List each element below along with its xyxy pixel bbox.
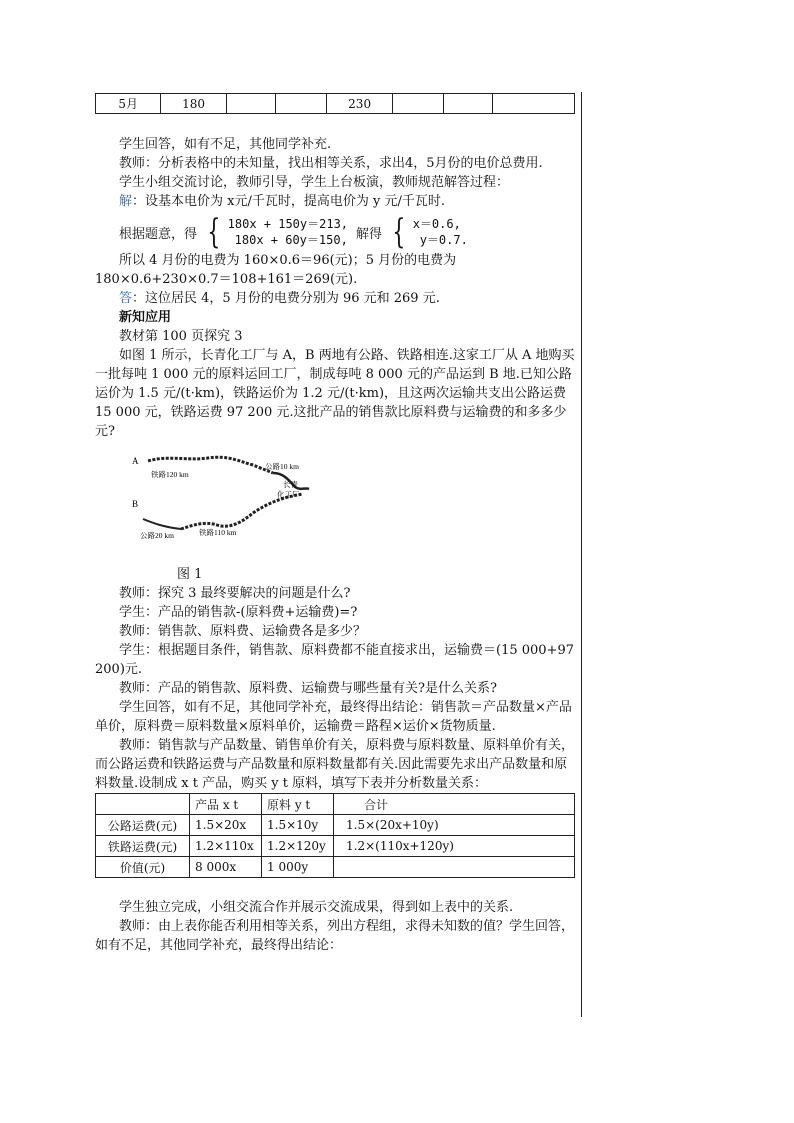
paragraph: 学生独立完成，小组交流合作并展示交流成果，得到如上表中的关系. xyxy=(119,900,514,915)
dialogue-line: 教师：产品的销售款、原料费、运输费与哪些量有关?是什么关系? xyxy=(119,681,497,696)
table-row xyxy=(96,836,575,857)
map-label-factory-2: 化工厂 xyxy=(277,490,300,499)
paragraph: 学生回答，如有不足，其他同学补充. xyxy=(119,137,332,152)
table-cell: 公路运费(元) xyxy=(96,815,190,836)
equations xyxy=(228,216,348,248)
table-cell xyxy=(226,94,275,114)
dialogue-line: 教师：销售款、原料费、运输费各是多少？ xyxy=(119,624,367,639)
answer-text: ：这位居民 4，5 月份的电费分别为 96 元和 269 元. xyxy=(132,291,440,306)
equation-system xyxy=(119,212,577,252)
route-map-figure xyxy=(113,449,323,559)
table-cell: 铁路运费(元) xyxy=(96,836,190,857)
table-cell xyxy=(444,94,493,114)
table-cell: 1 000y xyxy=(262,857,334,878)
equation-middle: 解得 xyxy=(356,226,383,242)
table-cell: 1.5×20x xyxy=(190,815,262,836)
solution-label: 解 xyxy=(119,194,133,209)
right-margin-line xyxy=(581,92,582,1017)
table-cell: 1.5×10y xyxy=(262,815,334,836)
table-row xyxy=(96,857,575,878)
solutions xyxy=(413,216,468,248)
table-header: 原料 y t xyxy=(262,794,334,815)
paragraph: 学生小组交流讨论，教师引导，学生上台板演，教师规范解答过程： xyxy=(119,175,510,190)
table-cell: 5月 xyxy=(96,94,161,114)
table-cell: 价值(元) xyxy=(96,857,190,878)
table-cell: 1.2×110x xyxy=(190,836,262,857)
table-header-row xyxy=(96,794,575,815)
dialogue-line: 教师：探究 3 最终要解决的问题是什么? xyxy=(119,586,351,601)
answer xyxy=(95,289,577,308)
road-b-route xyxy=(143,519,181,529)
solution-intro xyxy=(95,192,577,211)
table-cell xyxy=(334,857,575,878)
table-row xyxy=(96,815,575,836)
answer-label: 答 xyxy=(119,291,133,306)
textbook-reference: 教材第 100 页探究 3 xyxy=(119,329,243,344)
solution-y: y＝0.7. xyxy=(419,233,468,247)
table-cell xyxy=(493,94,575,114)
table-cell: 230 xyxy=(327,94,392,114)
table-cell: 1.2×(110x+120y) xyxy=(334,836,575,857)
dialogue-line: 学生：产品的销售款-(原料费+运输费)=? xyxy=(119,605,358,620)
solution-text: ：设基本电价为 x元/千瓦时，提高电价为 y 元/千瓦时. xyxy=(132,194,445,209)
left-brace-icon: { xyxy=(392,212,406,252)
table-cell: 1.2×120y xyxy=(262,836,334,857)
equation-1: 180x + 150y＝213, xyxy=(227,217,349,231)
map-label-road-20: 公路20 km xyxy=(140,531,174,540)
map-label-b: B xyxy=(132,499,139,509)
equation-2: 180x + 60y＝150, xyxy=(234,233,348,247)
dialogue-line: 学生回答，如有不足，其他同学补充，最终得出结论：销售款＝产品数量×产品单价，原料费＝原料数量×原料单价，运输费＝路程×运价×货物质量. xyxy=(95,700,572,734)
table-header: 合计 xyxy=(334,794,575,815)
map-label-a: A xyxy=(132,456,139,466)
equation-prefix: 根据题意，得 xyxy=(119,226,198,242)
rail-b-route xyxy=(181,494,303,529)
table-cell xyxy=(392,94,443,114)
table-electricity xyxy=(95,93,575,114)
map-label-rail-120: 铁路120 km xyxy=(151,470,189,479)
left-brace-icon: { xyxy=(207,212,221,252)
map-label-rail-110: 铁路110 km xyxy=(199,528,237,537)
calculation: 所以 4 月份的电费为 160×0.6＝96(元)；5 月份的电费为 180×0.6+230×0.7＝108+161＝269(元). xyxy=(95,253,457,287)
dialogue-line: 学生：根据题目条件，销售款、原料费都不能直接求出，运输费＝(15 000+97 200)元. xyxy=(95,643,574,677)
table-header xyxy=(96,794,190,815)
table-cell xyxy=(276,94,327,114)
table-cell: 180 xyxy=(161,94,226,114)
map-label-factory-1: 长青 xyxy=(283,480,298,489)
table-row xyxy=(96,94,575,114)
map-label-road-10: 公路10 km xyxy=(265,462,299,471)
dialogue-line: 教师：销售款与产品数量、销售单价有关，原料费与原料数量、原料单价有关，而公路运费和铁路运费与产品数量和原料数量都有关.因此需要先求出产品数量和原料数量.设制成 x t 产品，购买 y t 原料，填写下表并分析数量关系： xyxy=(95,738,575,791)
figure-caption: 图 1 xyxy=(177,567,203,582)
table-header: 产品 x t xyxy=(190,794,262,815)
document-body xyxy=(95,93,577,955)
paragraph: 教师：由上表你能否利用相等关系，列出方程组，求得未知数的值？学生回答，如有不足，其他同学补充，最终得出结论： xyxy=(95,919,575,953)
problem-text: 如图 1 所示，长青化工厂与 A，B 两地有公路、铁路相连.这家工厂从 A 地购买一批每吨 1 000 元的原料运回工厂，制成每吨 8 000 元的产品运到 B 地.已知公路运价为 1.5 元/(t·km)，铁路运价为 1.2 元/(t·km)，且这两次运输共支出公路运费 15 000 元，铁路运费 97 200 元.这批产品的销售款比原料费与运输费的和多多少元? xyxy=(95,348,575,439)
paragraph: 教师：分析表格中的未知量，找出相等关系，求出4，5月份的电价总费用. xyxy=(119,156,543,171)
table-cell: 1.5×(20x+10y) xyxy=(334,815,575,836)
table-transport xyxy=(95,793,575,878)
table-cell: 8 000x xyxy=(190,857,262,878)
section-title: 新知应用 xyxy=(119,310,172,325)
solution-x: x＝0.6, xyxy=(412,217,461,231)
